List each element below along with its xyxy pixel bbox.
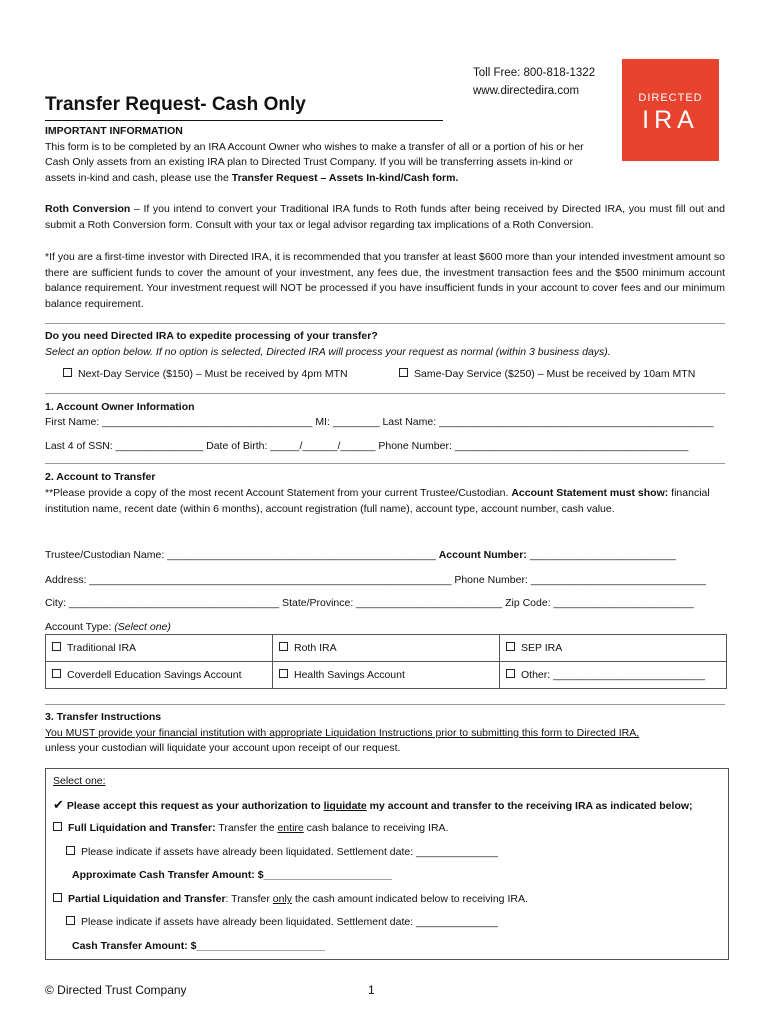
full-liquidation-entire: entire: [277, 822, 304, 834]
divider: [45, 704, 725, 705]
full-already-liquidated-option[interactable]: [66, 846, 498, 858]
important-heading: IMPORTANT INFORMATION: [45, 125, 183, 137]
divider: [45, 393, 725, 394]
roth-conversion-label: Roth Conversion: [45, 203, 131, 215]
checkmark-icon[interactable]: ✔: [53, 797, 64, 812]
same-day-label: Same-Day Service ($250) – Must be received by 10am MTN: [414, 368, 696, 380]
important-text-block: [45, 140, 605, 187]
page-title: Transfer Request- Cash Only: [45, 94, 306, 115]
partial-liquidation-checkbox[interactable]: [53, 893, 62, 902]
trustee-name-field[interactable]: Trustee/Custodian Name: ______________________________________________: [45, 549, 436, 561]
partial-liquidation-only: only: [272, 893, 293, 905]
account-type-label-line: [45, 621, 725, 633]
cash-transfer-amount-line[interactable]: [72, 940, 325, 952]
logo-text-bottom: IRA: [642, 106, 699, 134]
divider: [45, 463, 725, 464]
coverdell-checkbox[interactable]: [52, 669, 61, 678]
roth-conversion-paragraph: [45, 202, 725, 233]
section-2-heading: 2. Account to Transfer: [45, 471, 156, 483]
coverdell-label: Coverdell Education Savings Account: [67, 669, 242, 681]
partial-liquidation-text-b: the cash amount indicated below to receiving IRA.: [292, 893, 528, 905]
title-underline: [45, 120, 443, 121]
expedite-question: Do you need Directed IRA to expedite processing of your transfer?: [45, 330, 378, 342]
address-phone-line[interactable]: Address: ______________________________________________________________ Phone Number: ______________________________: [45, 574, 706, 586]
divider: [45, 323, 725, 324]
hsa-label: Health Savings Account: [294, 669, 405, 681]
next-day-checkbox[interactable]: [63, 368, 72, 377]
other-checkbox[interactable]: [506, 669, 515, 678]
in-kind-form-reference: Transfer Request – Assets In-kind/Cash form.: [231, 171, 459, 184]
approximate-amount-field[interactable]: ______________________: [263, 869, 393, 881]
section-3-heading: 3. Transfer Instructions: [45, 711, 162, 723]
authorization-liquidate: liquidate: [323, 800, 367, 812]
next-day-option[interactable]: [63, 368, 348, 380]
roth-conversion-text: – If you intend to convert your Traditional IRA funds to Roth funds after being received by Directed IRA, you must fill out and submit a Roth Conversion form. Consult with your tax or legal advisor regarding tax implications of a Roth Conversion.: [45, 203, 725, 231]
account-type-table: [45, 634, 727, 689]
traditional-ira-checkbox[interactable]: [52, 642, 61, 651]
authorization-line[interactable]: [53, 797, 693, 813]
liquidation-requirement: You MUST provide your financial institution with appropriate Liquidation Instructions prior to submitting this form to Directed IRA,: [45, 727, 640, 739]
roth-ira-checkbox[interactable]: [279, 642, 288, 651]
traditional-ira-label: Traditional IRA: [67, 642, 137, 654]
name-fields-line[interactable]: First Name: ____________________________________ MI: ________ Last Name: _______________________________________________: [45, 416, 714, 428]
account-number-field[interactable]: _________________________: [529, 549, 676, 561]
cash-transfer-amount-field[interactable]: ______________________: [196, 940, 325, 952]
ssn-dob-phone-line[interactable]: Last 4 of SSN: _______________ Date of Birth: _____/______/______ Phone Number: ________________________________________: [45, 440, 689, 452]
account-type-option[interactable]: [46, 635, 273, 662]
full-liquidation-text-a: Transfer the: [215, 822, 278, 834]
statement-note-start: **Please provide a copy of the most recent Account Statement from your current Trustee/Custodian.: [45, 487, 509, 499]
first-time-investor-note: *If you are a first-time investor with Directed IRA, it is recommended that you transfer at least $600 more than your intended investment amount so there are sufficient funds to cover the amount of your investment, any fees due, the investment transaction fees and the $500 minimum account balance requirement. Your investment request will NOT be processed if you have insufficient funds in your account to cover fees and our minimum balance requirement.: [45, 251, 725, 310]
account-type-hint: (Select one): [114, 621, 171, 633]
authorization-text-end: my account and transfer to the receiving IRA as indicated below;: [366, 800, 693, 812]
approximate-amount-label: Approximate Cash Transfer Amount: $: [72, 869, 264, 881]
same-day-option[interactable]: [399, 368, 695, 380]
partial-liquidation-text-a: : Transfer: [225, 893, 273, 905]
expedite-instruction: Select an option below. If no option is selected, Directed IRA will process your request as normal (within 3 business days).: [45, 346, 611, 358]
partial-liquidation-option[interactable]: [53, 893, 528, 905]
account-type-option[interactable]: [500, 635, 727, 662]
sep-ira-label: SEP IRA: [521, 642, 563, 654]
statement-note-end: financial institution name, recent date (within 6 months), account registration (full name), account type, account number, cash value.: [45, 487, 710, 515]
contact-info: [473, 64, 595, 100]
next-day-label: Next-Day Service ($150) – Must be received by 4pm MTN: [78, 368, 348, 380]
account-type-option[interactable]: [273, 662, 500, 689]
statement-note: [45, 486, 725, 517]
hsa-checkbox[interactable]: [279, 669, 288, 678]
logo-text-top: DIRECTED: [638, 92, 703, 104]
full-liquidation-checkbox[interactable]: [53, 822, 62, 831]
account-type-option[interactable]: [273, 635, 500, 662]
full-liquidation-label: Full Liquidation and Transfer:: [68, 822, 216, 834]
account-number-label: Account Number:: [438, 549, 527, 561]
same-day-checkbox[interactable]: [399, 368, 408, 377]
partial-already-liquidated-checkbox[interactable]: [66, 916, 75, 925]
account-type-label: Account Type:: [45, 621, 112, 633]
important-information: [45, 124, 725, 186]
footer-company: © Directed Trust Company: [45, 983, 187, 997]
important-text: This form is to be completed by an IRA Account Owner who wishes to make a transfer of all or a portion of his or her Cash Only assets from an existing IRA plan to Directed Trust Company. If you will be transferring assets in-kind or assets in-kind and cash, please use the: [45, 140, 584, 184]
page-number: 1: [368, 983, 375, 997]
city-state-zip-line[interactable]: City: ____________________________________ State/Province: _________________________ Zip Code: ________________________: [45, 597, 694, 609]
website-link[interactable]: www.directedira.com: [473, 85, 580, 97]
partial-already-liquidated-option[interactable]: [66, 916, 498, 928]
sep-ira-checkbox[interactable]: [506, 642, 515, 651]
statement-must-show: Account Statement must show:: [511, 487, 669, 499]
toll-free-number: Toll Free: 800-818-1322: [473, 67, 596, 79]
authorization-text-start: Please accept this request as your authorization to: [66, 800, 324, 812]
full-liquidation-text-b: cash balance to receiving IRA.: [303, 822, 449, 834]
trustee-account-line[interactable]: [45, 549, 725, 561]
account-type-option[interactable]: [500, 662, 727, 689]
full-already-liquidated-checkbox[interactable]: [66, 846, 75, 855]
full-settlement-date-text[interactable]: Please indicate if assets have already been liquidated. Settlement date: ______________: [81, 846, 498, 858]
cash-transfer-amount-label: Cash Transfer Amount: $: [72, 940, 197, 952]
full-liquidation-option[interactable]: [53, 822, 448, 834]
roth-ira-label: Roth IRA: [294, 642, 337, 654]
partial-settlement-date-text[interactable]: Please indicate if assets have already been liquidated. Settlement date: ______________: [81, 916, 498, 928]
section-1-heading: 1. Account Owner Information: [45, 401, 195, 413]
account-type-option[interactable]: [46, 662, 273, 689]
select-one-label: Select one:: [53, 775, 106, 787]
approximate-amount-line[interactable]: [72, 869, 392, 881]
partial-liquidation-label: Partial Liquidation and Transfer: [68, 893, 226, 905]
liquidation-exception: unless your custodian will liquidate your account upon receipt of our request.: [45, 742, 401, 754]
other-label: Other: __________________________: [521, 669, 705, 681]
